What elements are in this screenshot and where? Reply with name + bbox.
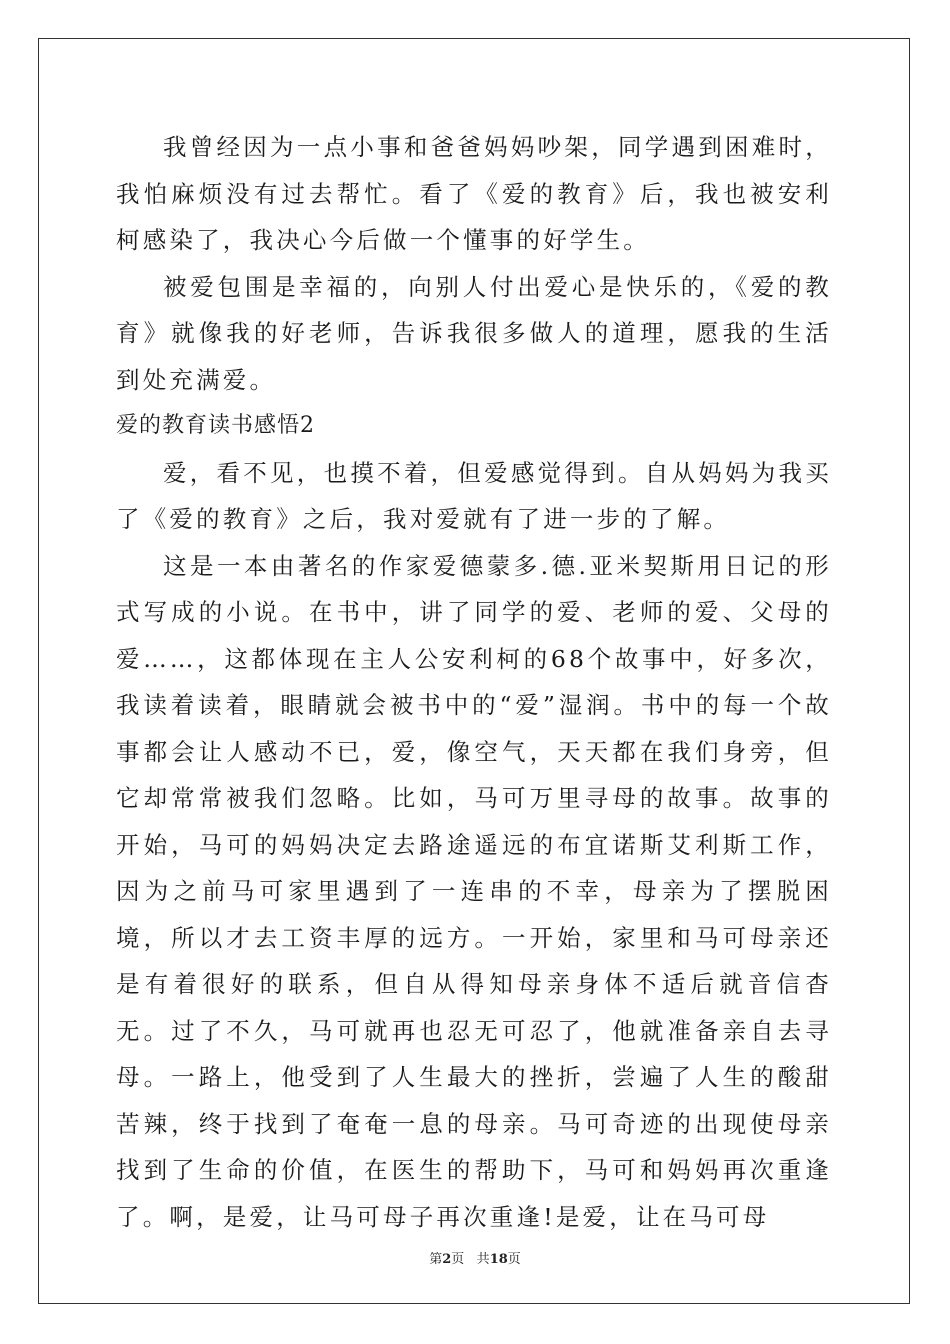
- paragraph: 我曾经因为一点小事和爸爸妈妈吵架，同学遇到困难时，我怕麻烦没有过去帮忙。看了《爱的教育》后，我也被安利柯感染了，我决心今后做一个懂事的好学生。: [116, 133, 832, 254]
- total-pages: 18: [489, 1252, 508, 1267]
- paragraph: 爱，看不见，也摸不着，但爱感觉得到。自从妈妈为我买了《爱的教育》之后，我对爱就有了进一步的了解。: [116, 458, 832, 533]
- paragraph: 被爱包围是幸福的，向别人付出爱心是快乐的，《爱的教育》就像我的好老师，告诉我很多做人的道理，愿我的生活到处充满爱。: [116, 272, 832, 394]
- document-body: [116, 124, 832, 1240]
- page-prefix: 第: [429, 1252, 443, 1267]
- total-suffix: 页: [507, 1252, 521, 1267]
- page-suffix: 页: [451, 1252, 465, 1267]
- section-heading: 爱的教育读书感悟2: [116, 413, 315, 438]
- page-number: 2: [442, 1252, 452, 1267]
- paragraph: 这是一本由著名的作家爱德蒙多.德.亚米契斯用日记的形式写成的小说。在书中，讲了同学的爱、老师的爱、父母的爱……，这都体现在主人公安利柯的68个故事中，好多次，我读着读着，眼睛就会被书中的“爱”湿润。书中的每一个故事都会让人感动不已，爱，像空气，天天都在我们身旁，但它却常常被我们忽略。比如，马可万里寻母的故事。故事的开始，马可的妈妈决定去路途遥远的布宜诺斯艾利斯工作，因为之前马可家里遇到了一连串的不幸，母亲为了摆脱困境，所以才去工资丰厚的远方。一开始，家里和马可母亲还是有着很好的联系，但自从得知母亲身体不适后就音信杳无。过了不久，马可就再也忍无可忍了，他就准备亲自去寻母。一路上，他受到了人生最大的挫折，尝遍了人生的酸甜苦辣，终于找到了奄奄一息的母亲。马可奇迹的出现使母亲找到了生命的价值，在医生的帮助下，马可和妈妈再次重逢了。啊，是爱，让马可母子再次重逢!是爱，让在马可母: [116, 551, 832, 1231]
- page-footer: [0, 1248, 950, 1267]
- total-prefix: 共: [476, 1252, 490, 1267]
